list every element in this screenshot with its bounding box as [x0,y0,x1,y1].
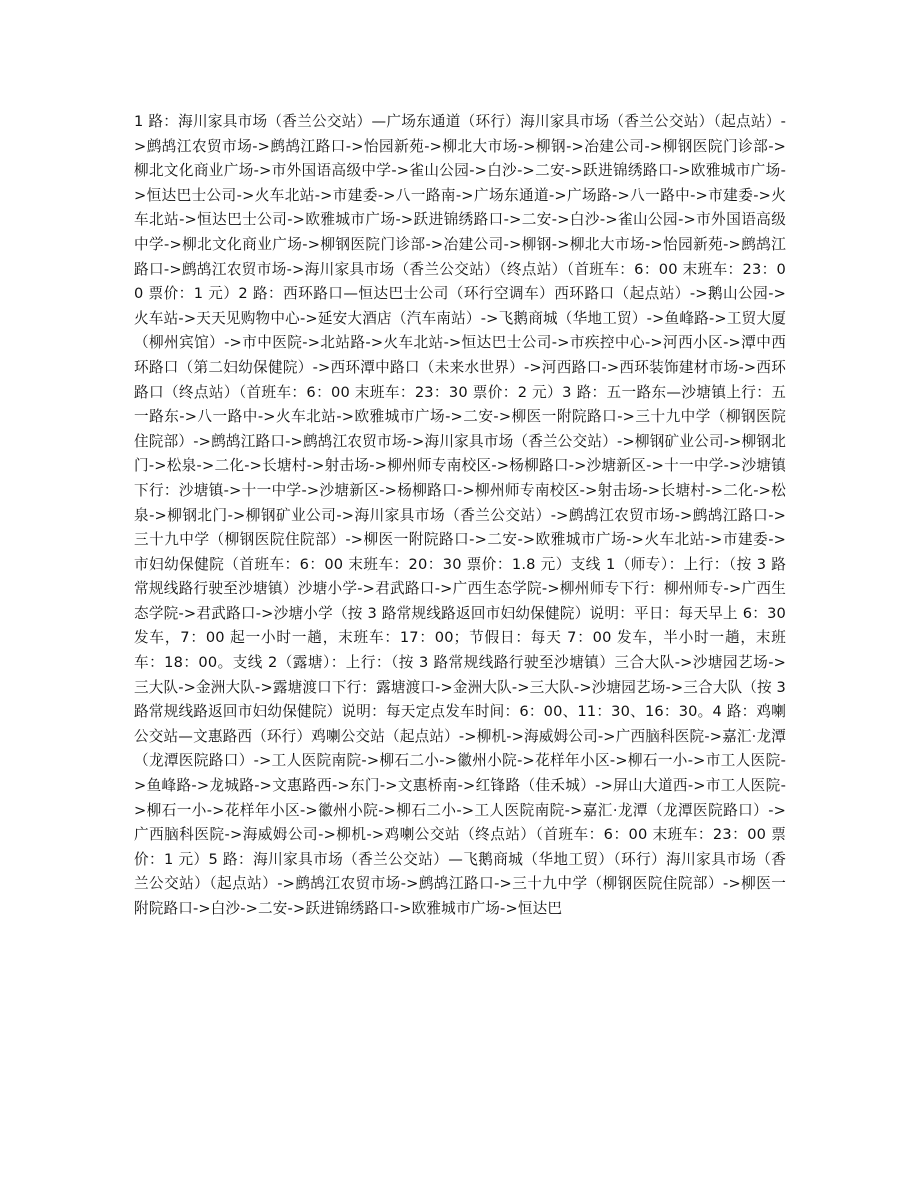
document-page [134,110,786,922]
bus-route-text: 1 路：海川家具市场（香兰公交站）—广场东通道（环行）海川家具市场（香兰公交站）（起点站）->鹧鸪江农贸市场->鹧鸪江路口->怡园新苑->柳北大市场->柳钢->冶建公司->柳钢医院门诊部->柳北文化商业广场->市外国语高级中学->雀山公园->白沙->二安->跃进锦绣路口->欧雅城市广场->恒达巴士公司->火车北站->市建委->八一路南->广场东通道->广场路->八一路中->市建委->火车北站->恒达巴士公司->欧雅城市广场->跃进锦绣路口->二安->白沙->雀山公园->市外国语高级中学->柳北文化商业广场->柳钢医院门诊部->冶建公司->柳钢->柳北大市场->怡园新苑->鹧鸪江路口->鹧鸪江农贸市场->海川家具市场（香兰公交站）（终点站）（首班车：6：00 末班车：23：00 票价：1 元）2 路：西环路口—恒达巴士公司（环行空调车）西环路口（起点站）->鹅山公园->火车站->天天见购物中心->延安大酒店（汽车南站）->飞鹅商城（华地工贸）->鱼峰路->工贸大厦（柳州宾馆）->市中医院->北站路->火车北站->恒达巴士公司->市疾控中心->河西小区->潭中西环路口（第二妇幼保健院）->西环潭中路口（未来水世界）->河西路口->西环装饰建材市场->西环路口（终点站）（首班车：6：00 末班车：23：30 票价：2 元）3 路：五一路东—沙塘镇上行：五一路东->八一路中->火车北站->欧雅城市广场->二安->柳医一附院路口->三十九中学（柳钢医院住院部）->鹧鸪江路口->鹧鸪江农贸市场->海川家具市场（香兰公交站）->柳钢矿业公司->柳钢北门->松泉->二化->长塘村->射击场->柳州师专南校区->杨柳路口->沙塘新区->十一中学->沙塘镇下行：沙塘镇->十一中学->沙塘新区->杨柳路口->柳州师专南校区->射击场->长塘村->二化->松泉->柳钢北门->柳钢矿业公司->海川家具市场（香兰公交站）->鹧鸪江农贸市场->鹧鸪江路口->三十九中学（柳钢医院住院部）->柳医一附院路口->二安->欧雅城市广场->火车北站->市建委->市妇幼保健院（首班车：6：00 末班车：20：30 票价：1.8 元）支线 1（师专）：上行：（按 3 路常规线路行驶至沙塘镇）沙塘小学->君武路口->广西生态学院->柳州师专下行：柳州师专->广西生态学院->君武路口->沙塘小学（按 3 路常规线路返回市妇幼保健院）说明：平日：每天早上 6：30 发车，7：00 起一小时一趟，末班车：17：00；节假日：每天 7：00 发车，半小时一趟，末班车：18：00。支线 2（露塘）：上行：（按 3 路常规线路行驶至沙塘镇）三合大队->沙塘园艺场->三大队->金洲大队->露塘渡口下行：露塘渡口->金洲大队->三大队->沙塘园艺场->三合大队（按 3 路常规线路返回市妇幼保健院）说明：每天定点发车时间：6：00、11：30、16：30。4 路：鸡喇公交站—文惠路西（环行）鸡喇公交站（起点站）->柳机->海威姆公司->广西脑科医院->嘉汇·龙潭（龙潭医院路口）->工人医院南院->柳石二小->徽州小院->花样年小区->柳石一小->市工人医院->鱼峰路->龙城路->文惠路西->东门->文惠桥南->红锋路（佳禾城）->屏山大道西->市工人医院->柳石一小->花样年小区->徽州小院->柳石二小->工人医院南院->嘉汇·龙潭（龙潭医院路口）->广西脑科医院->海威姆公司->柳机->鸡喇公交站（终点站）（首班车：6：00 末班车：23：00 票价：1 元）5 路：海川家具市场（香兰公交站）—飞鹅商城（华地工贸）（环行）海川家具市场（香兰公交站）（起点站）->鹧鸪江农贸市场->鹧鸪江路口->三十九中学（柳钢医院住院部）->柳医一附院路口->白沙->二安->跃进锦绣路口->欧雅城市广场->恒达巴 [134,113,786,917]
